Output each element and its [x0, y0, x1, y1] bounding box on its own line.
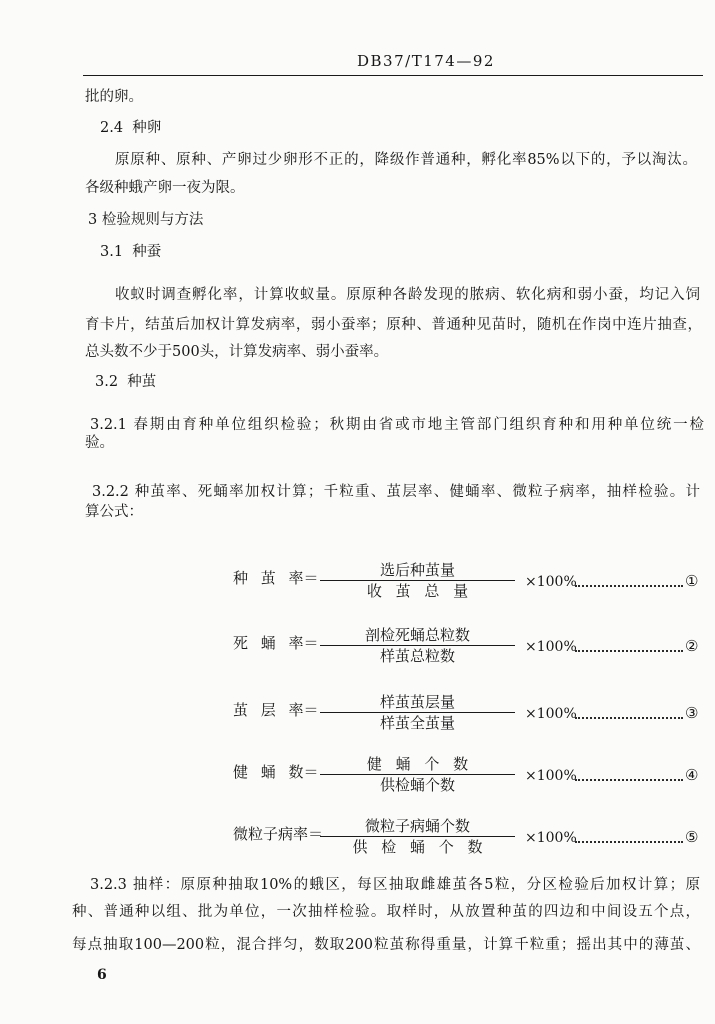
numerator: 微粒子病蛹个数: [364, 817, 470, 835]
dot-leader: [575, 585, 683, 587]
numerator: 选后种茧量: [379, 561, 455, 579]
section-3-1-heading: 3.1 种蚕: [100, 244, 162, 260]
fraction: [320, 560, 515, 600]
section-3-2-heading: 3.2 种茧: [95, 374, 157, 390]
formula-number: ⑤: [685, 828, 699, 846]
denominator: 供 检 蛹 个 数: [352, 838, 483, 856]
denominator: 样茧全茧量: [379, 714, 455, 732]
denominator: 供检蛹个数: [379, 776, 455, 794]
fraction-bar: [320, 712, 515, 713]
dot-leader: [575, 841, 683, 843]
percent-factor: ×100%: [525, 639, 577, 655]
section-3-2-2-para-line: 算公式：: [85, 504, 143, 520]
fraction-bar: [320, 580, 515, 581]
numerator: 样茧茧层量: [379, 693, 455, 711]
header-rule: [83, 75, 703, 76]
fraction: [320, 754, 515, 794]
numerator: 剖检死蛹总粒数: [364, 626, 470, 644]
section-3-2-3-para-line: 每点抽取100—200粒，混合拌匀，数取200粒茧称得重量，计算千粒重；摇出其中的薄茧、: [72, 937, 700, 953]
dot-leader: [575, 650, 683, 652]
fraction-bar: [320, 645, 515, 646]
formula-seed-cocoon-rate: [230, 560, 710, 600]
percent-factor: ×100%: [525, 768, 577, 784]
section-3-2-2-para-line: 3.2.2 种茧率、死蛹率加权计算；千粒重、茧层率、健蛹率、微粒子病率，抽样检验。计: [92, 484, 700, 500]
percent-factor: ×100%: [525, 830, 577, 846]
section-3-1-para-line: 育卡片，结茧后加权计算发病率，弱小蚕率；原种、普通种见苗时，随机在作岗中连片抽查，: [85, 317, 702, 333]
section-3-heading: 3 检验规则与方法: [88, 212, 204, 228]
formula-healthy-pupa-rate: [230, 754, 710, 794]
formula-number: ④: [685, 766, 699, 784]
formula-lhs: 死 蛹 率＝: [233, 634, 319, 652]
formula-lhs: 健 蛹 数＝: [233, 763, 319, 781]
dot-leader: [575, 779, 683, 781]
formula-number: ①: [685, 572, 699, 590]
fraction-bar: [320, 836, 515, 837]
formula-lhs: 微粒子病率＝: [233, 825, 324, 843]
section-3-2-3-para-line: 3.2.3 抽样：原原种抽取10%的蛾区，每区抽取雌雄茧各5粒，分区检验后加权计算；原: [90, 877, 700, 893]
section-3-2-3-para-line: 种、普通种以组、批为单位，一次抽样检验。取样时，从放置种茧的四边和中间设五个点，: [72, 904, 700, 920]
section-3-1-para-line: 总头数不少于500头，计算发病率、弱小蚕率。: [85, 344, 389, 360]
denominator: 样茧总粒数: [379, 647, 455, 665]
fraction-bar: [320, 774, 515, 775]
section-2-4-para-line: 各级种蛾产卵一夜为限。: [85, 180, 245, 196]
formula-dead-pupa-rate: [230, 625, 710, 665]
section-3-1-para-line: 收蚁时调查孵化率，计算收蚁量。原原种各龄发现的脓病、软化病和弱小蚕，均记入饲: [115, 287, 700, 303]
section-3-2-1-para-line: 验。: [85, 435, 114, 451]
formula-number: ③: [685, 704, 699, 722]
percent-factor: ×100%: [525, 574, 577, 590]
fraction: [320, 625, 515, 665]
percent-factor: ×100%: [525, 706, 577, 722]
section-2-4-heading: 2.4 种卵: [100, 120, 162, 136]
denominator: 收 茧 总 量: [366, 582, 469, 600]
numerator: 健 蛹 个 数: [366, 755, 469, 773]
formula-pebrine-rate: [230, 816, 710, 856]
formula-lhs: 种 茧 率＝: [233, 569, 319, 587]
page-number: 6: [97, 967, 107, 983]
dot-leader: [575, 717, 683, 719]
formula-lhs: 茧 层 率＝: [233, 701, 319, 719]
continuation-line: 批的卵。: [85, 89, 143, 105]
standard-code-header: DB37/T174—92: [357, 52, 495, 70]
section-2-4-para-line: 原原种、原种、产卵过少卵形不正的，降级作普通种，孵化率85%以下的，予以淘汰。: [115, 152, 697, 168]
section-3-2-1-para-line: 3.2.1 春期由育种单位组织检验；秋期由省或市地主管部门组织育种和用种单位统一检: [90, 417, 704, 433]
formula-cocoon-shell-rate: [230, 692, 710, 732]
formula-number: ②: [685, 637, 699, 655]
fraction: [320, 816, 515, 856]
fraction: [320, 692, 515, 732]
